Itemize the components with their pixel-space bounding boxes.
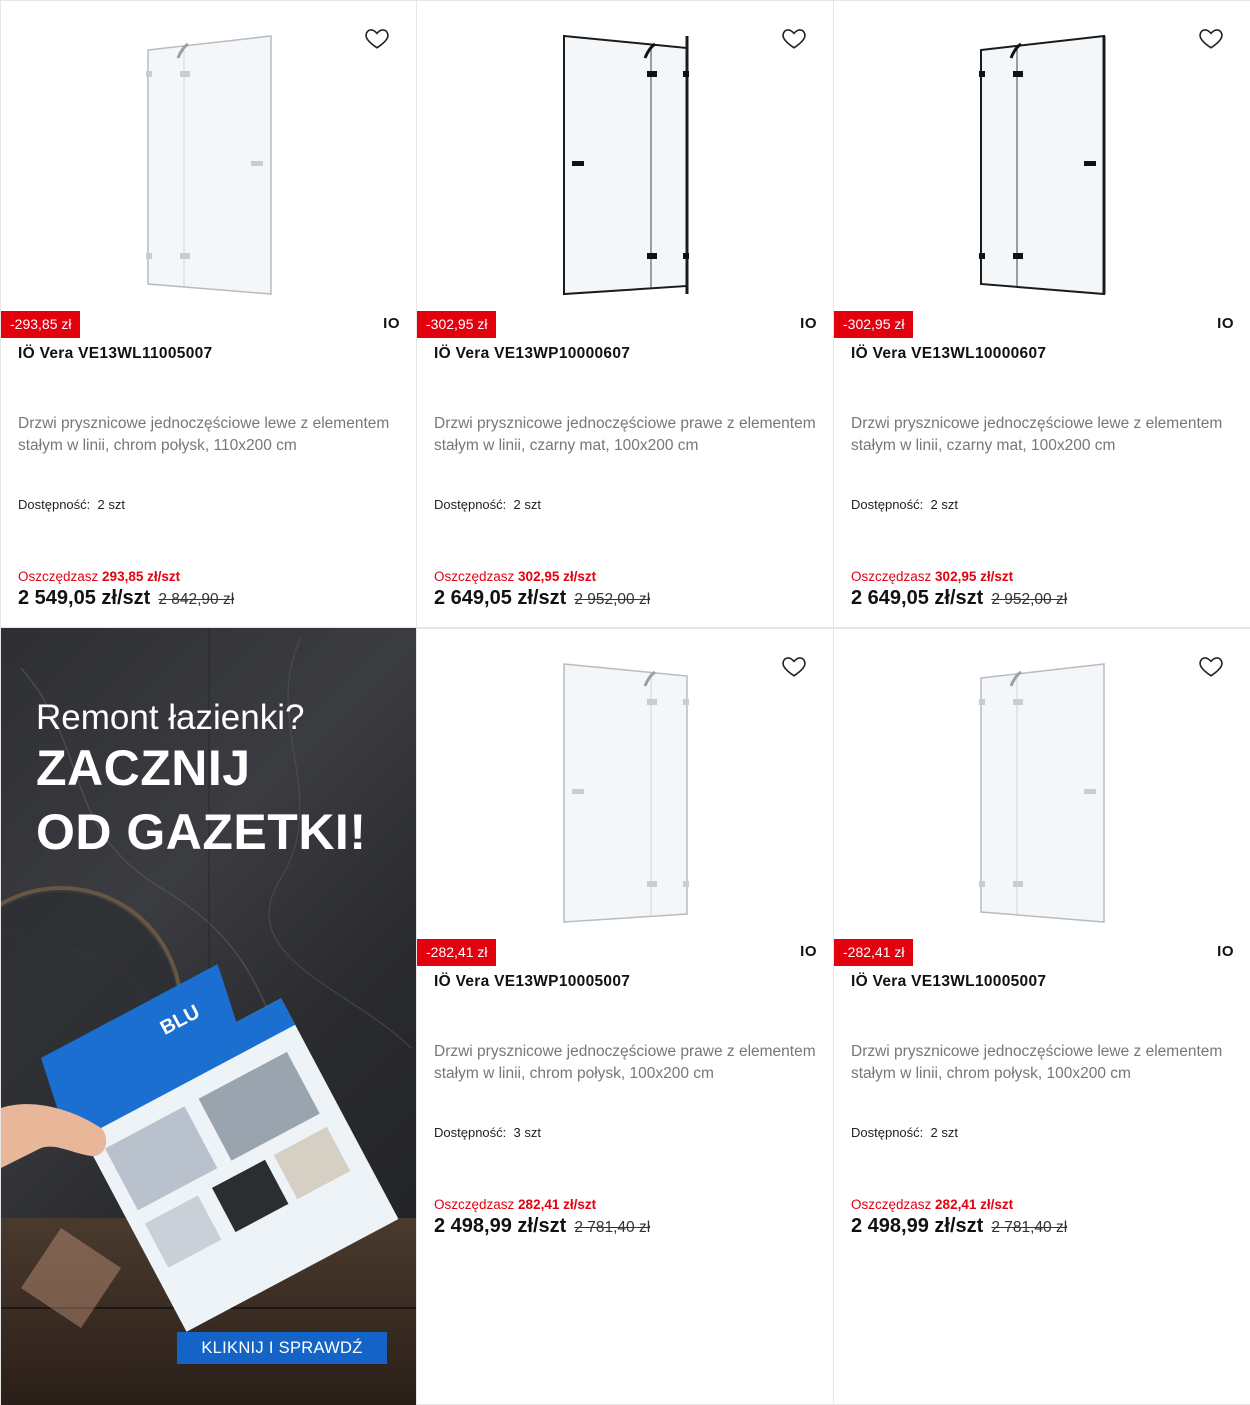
savings [434,569,596,584]
savings [18,569,180,584]
availability-value: 2 szt [930,497,958,512]
current-price: 2 649,05 zł/szt [851,587,984,609]
availability-value: 2 szt [930,1125,958,1140]
heart-icon[interactable] [781,653,807,679]
savings-label: Oszczędzasz [851,1197,932,1212]
product-image[interactable] [417,1,833,306]
availability-value: 2 szt [97,497,125,512]
product-title[interactable]: IÖ Vera VE13WL10005007 [851,973,1047,990]
current-price: 2 649,05 zł/szt [434,587,567,609]
banner-title [36,736,366,864]
heart-icon[interactable] [1198,653,1224,679]
brand-logo: IO [383,315,400,332]
current-price: 2 549,05 zł/szt [18,587,151,609]
discount-badge: -282,41 zł [417,939,496,966]
savings [851,1197,1013,1212]
shower-door-illustration [417,629,833,934]
availability [851,1125,958,1140]
product-card[interactable] [834,628,1250,1405]
savings-value: 302,95 zł/szt [518,569,597,584]
product-title[interactable]: IÖ Vera VE13WL11005007 [18,345,213,362]
shower-door-illustration [834,1,1250,306]
check-catalog-button[interactable]: KLIKNIJ I SPRAWDŹ [177,1332,387,1364]
product-card[interactable] [834,0,1250,628]
product-card[interactable] [417,0,834,628]
discount-badge: -282,41 zł [834,939,913,966]
heart-icon[interactable] [1198,25,1224,51]
heart-icon[interactable] [364,25,390,51]
savings-value: 282,41 zł/szt [935,1197,1014,1212]
old-price: 2 842,90 zł [158,591,235,608]
savings-label: Oszczędzasz [434,1197,515,1212]
availability-value: 3 szt [513,1125,541,1140]
product-title[interactable]: IÖ Vera VE13WL10000607 [851,345,1047,362]
availability-value: 2 szt [513,497,541,512]
shower-door-illustration [834,629,1250,934]
product-image[interactable] [834,1,1250,306]
product-card[interactable] [1,0,417,628]
availability-label: Dostępność: [851,1125,924,1140]
savings-value: 302,95 zł/szt [935,569,1014,584]
old-price: 2 952,00 zł [574,591,651,608]
availability [434,497,541,512]
price-row [851,1215,1067,1238]
shower-door-illustration [417,1,833,306]
price-row [434,587,650,610]
heart-icon[interactable] [781,25,807,51]
old-price: 2 952,00 zł [991,591,1068,608]
banner-title-line2: OD GAZETKI! [36,804,367,860]
banner-title-line1: ZACZNIJ [36,740,251,796]
product-title[interactable]: IÖ Vera VE13WP10000607 [434,345,631,362]
current-price: 2 498,99 zł/szt [434,1215,567,1237]
savings-label: Oszczędzasz [434,569,515,584]
brand-logo: IO [800,943,817,960]
availability-label: Dostępność: [851,497,924,512]
availability-label: Dostępność: [18,497,91,512]
availability [434,1125,541,1140]
discount-badge: -302,95 zł [834,311,913,338]
product-image[interactable] [417,629,833,934]
product-description: Drzwi prysznicowe jednoczęściowe prawe z elementem stałym w linii, chrom połysk, 100x200 cm [434,1043,816,1082]
savings-value: 293,85 zł/szt [102,569,181,584]
brand-logo: IO [1217,943,1234,960]
availability [851,497,958,512]
savings-label: Oszczędzasz [851,569,932,584]
savings-value: 282,41 zł/szt [518,1197,597,1212]
product-description: Drzwi prysznicowe jednoczęściowe lewe z elementem stałym w linii, chrom połysk, 100x200 cm [851,1043,1223,1082]
old-price: 2 781,40 zł [574,1219,651,1236]
product-image[interactable] [834,629,1250,934]
brand-logo: IO [800,315,817,332]
banner-headline: Remont łazienki? [36,698,305,737]
current-price: 2 498,99 zł/szt [851,1215,984,1237]
promo-banner[interactable] [1,628,417,1405]
product-description: Drzwi prysznicowe jednoczęściowe prawe z elementem stałym w linii, czarny mat, 100x200 cm [434,415,816,454]
product-title[interactable]: IÖ Vera VE13WP10005007 [434,973,631,990]
catalog-brand: BLU [156,1000,204,1040]
savings [851,569,1013,584]
product-image[interactable] [1,1,416,306]
savings-label: Oszczędzasz [18,569,99,584]
discount-badge: -293,85 zł [1,311,80,338]
savings [434,1197,596,1212]
product-description: Drzwi prysznicowe jednoczęściowe lewe z elementem stałym w linii, chrom połysk, 110x200 cm [18,415,390,454]
product-description: Drzwi prysznicowe jednoczęściowe lewe z elementem stałym w linii, czarny mat, 100x200 cm [851,415,1223,454]
discount-badge: -302,95 zł [417,311,496,338]
brand-logo: IO [1217,315,1234,332]
availability-label: Dostępność: [434,497,507,512]
shower-door-illustration [1,1,416,306]
old-price: 2 781,40 zł [991,1219,1068,1236]
product-card[interactable] [417,628,834,1405]
availability-label: Dostępność: [434,1125,507,1140]
price-row [851,587,1067,610]
price-row [18,587,234,610]
availability [18,497,125,512]
price-row [434,1215,650,1238]
